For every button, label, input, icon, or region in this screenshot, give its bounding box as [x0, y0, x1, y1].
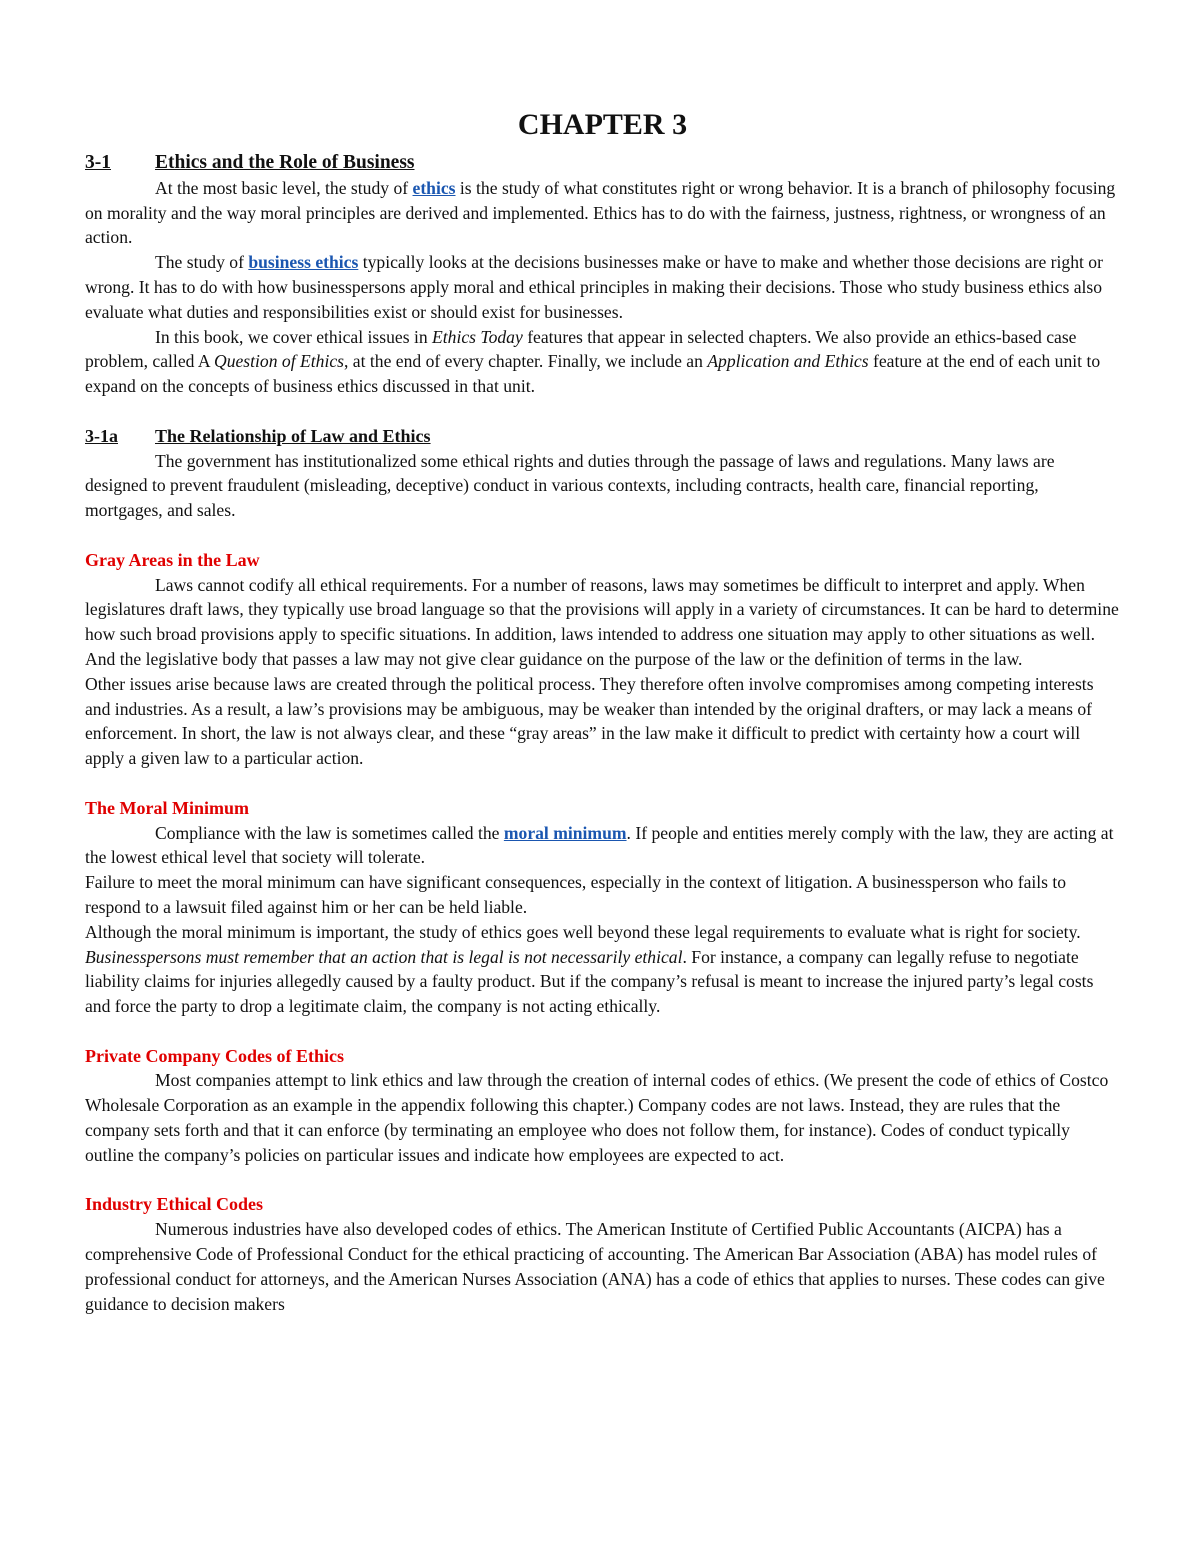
paragraph: In this book, we cover ethical issues in Ethics Today features that appear in selected chapters. We also provide an ethics-based case problem, called A Question of Ethics, at the end of every chapter. Finally, we include an Application and Ethics feature at the end of each unit to expand on the concepts of business ethics discussed in that unit.	[85, 326, 1101, 397]
subheading-private-codes: Private Company Codes of Ethics	[85, 1045, 344, 1066]
paragraph: The study of business ethics typically looks at the decisions businesses make or have to make and whether those decisions are right or wrong. It has to do with how businesspersons apply moral and ethical principles in making their decisions. Those who study business ethics also evaluate what duties and responsibilities exist or should exist for businesses.	[85, 252, 1103, 322]
section-number: 3-1	[85, 152, 111, 173]
ethics-link[interactable]: ethics	[412, 177, 456, 198]
paragraph: Laws cannot codify all ethical requirements. For a number of reasons, laws may sometimes be difficult to interpret and apply. When legislatures draft laws, they typically use broad language so that the provisions will apply in a variety of circumstances. It can be hard to determine how such broad provisions apply to specific situations. In addition, laws intended to address one situation may apply to other situations as well. And the legislative body that passes a law may not give clear guidance on the purpose of the law or the definition of terms in the law.	[85, 574, 1119, 669]
section-number: 3-1a	[85, 425, 118, 446]
subheading-industry-codes: Industry Ethical Codes	[85, 1194, 264, 1215]
document-page	[85, 105, 1120, 1316]
paragraph: Other issues arise because laws are created through the political process. They therefore often involve compromises among competing interests and industries. As a result, a law’s provisions may be ambiguous, may be weaker than intended by the original drafters, or may lack a means of enforcement. In short, the law is not always clear, and these “gray areas” in the law make it difficult to predict with certainty how a court will apply a given law to a particular action.	[85, 673, 1094, 769]
chapter-title: CHAPTER 3	[517, 108, 688, 141]
section-title: Ethics and the Role of Business	[155, 152, 415, 173]
paragraph: Although the moral minimum is important, the study of ethics goes well beyond these legal requirements to evaluate what is right for society. Businesspersons must remember that an action that is legal is not necessarily ethical. For instance, a company can legally refuse to negotiate liability claims for injuries allegedly caused by a faulty product. But if the company’s refusal is meant to increase the injured party’s legal costs and force the party to drop a legitimate claim, the company is not acting ethically.	[85, 921, 1094, 1017]
section-heading-3-1	[85, 151, 1120, 176]
paragraph: At the most basic level, the study of ethics is the study of what constitutes right or wrong behavior. It is a branch of philosophy focusing on morality and the way moral principles are derived and implemented. Ethics has to do with the fairness, justness, rightness, or wrongness of an action.	[85, 177, 1116, 248]
paragraph: Most companies attempt to link ethics and law through the creation of internal codes of ethics. (We present the code of ethics of Costco Wholesale Corporation as an example in the appendix following this chapter.) Company codes are not laws. Instead, they are rules that the company sets forth and that it can enforce (by terminating an employee who does not follow them, for instance). Codes of conduct typically outline the company’s policies on particular issues and indicate how employees are expected to act.	[85, 1070, 1109, 1165]
subheading-moral-minimum: The Moral Minimum	[85, 797, 249, 818]
section-heading-3-1a	[85, 424, 1120, 449]
subheading-gray-areas: Gray Areas in the Law	[85, 549, 260, 570]
paragraph: Numerous industries have also developed codes of ethics. The American Institute of Certified Public Accountants (AICPA) has a comprehensive Code of Professional Conduct for the ethical practicing of accounting. The American Bar Association (ABA) has model rules of professional conduct for attorneys, and the American Nurses Association (ANA) has a code of ethics that applies to nurses. These codes can give guidance to decision makers	[85, 1219, 1105, 1314]
paragraph: Failure to meet the moral minimum can have significant consequences, especially in the context of litigation. A businessperson who fails to respond to a lawsuit filed against him or her can be held liable.	[85, 872, 1067, 917]
paragraph: Compliance with the law is sometimes called the moral minimum. If people and entities merely comply with the law, they are acting at the lowest ethical level that society will tolerate.	[85, 822, 1114, 868]
paragraph: The government has institutionalized some ethical rights and duties through the passage of laws and regulations. Many laws are designed to prevent fraudulent (misleading, deceptive) conduct in various contexts, including contracts, health care, financial reporting, mortgages, and sales.	[85, 450, 1055, 521]
moral-minimum-link[interactable]: moral minimum	[503, 822, 627, 843]
business-ethics-link[interactable]: business ethics	[248, 252, 359, 273]
section-title: The Relationship of Law and Ethics	[155, 425, 431, 446]
